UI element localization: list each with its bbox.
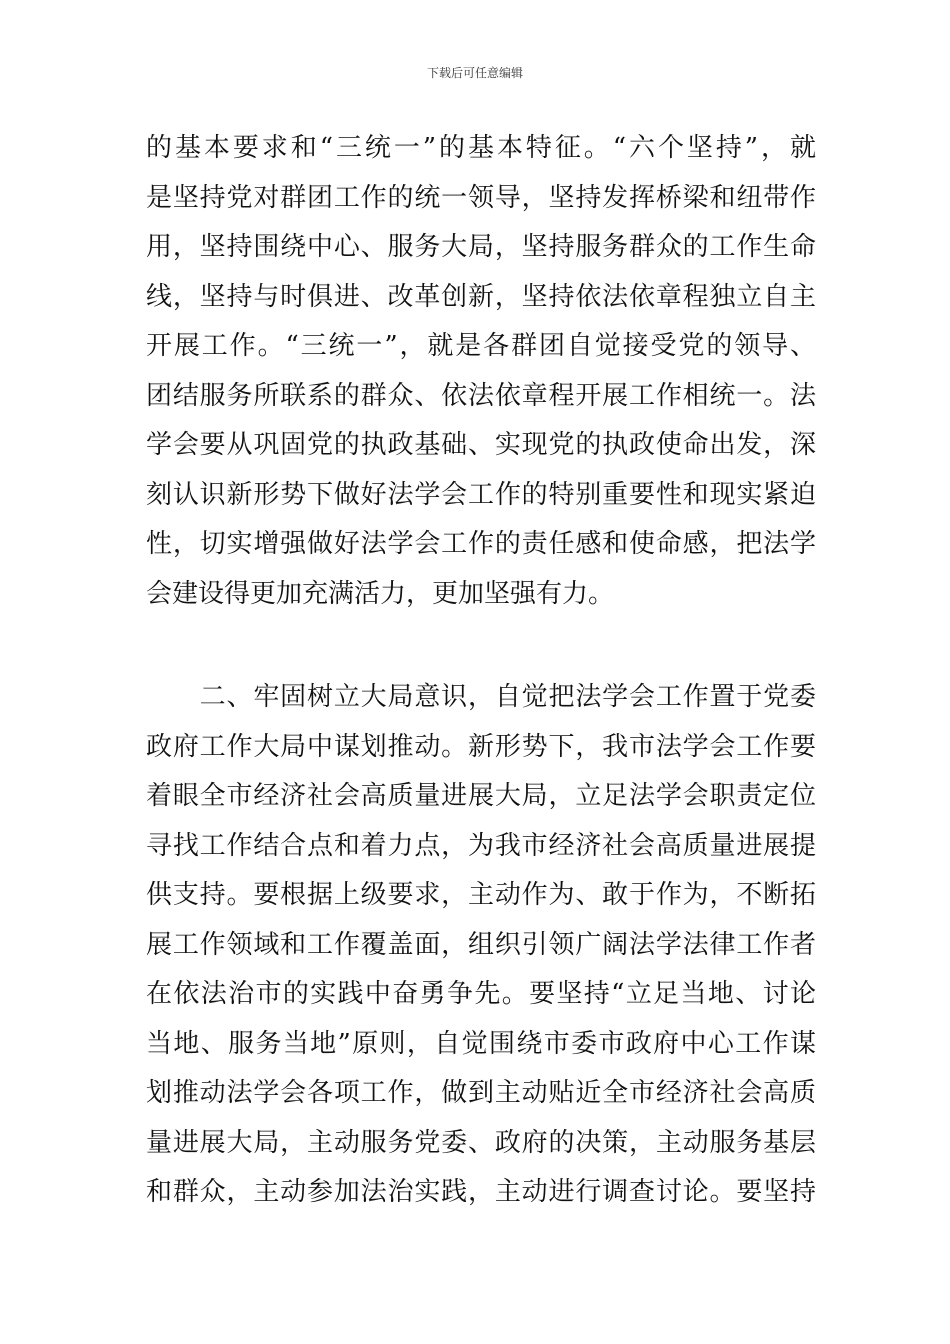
text-line: 当地、服务当地”原则，自觉围绕市委市政府中心工作谋 xyxy=(146,1028,816,1059)
text-line: 量进展大局，主动服务党委、政府的决策，主动服务基层 xyxy=(146,1127,816,1158)
text-line: 在依法治市的实践中奋勇争先。要坚持“立足当地、讨论 xyxy=(146,979,816,1009)
text-line: 用，坚持围绕中心、服务大局，坚持服务群众的工作生命 xyxy=(146,232,816,262)
text-line: 和群众，主动参加法治实践，主动进行调查讨论。要坚持 xyxy=(146,1177,816,1207)
text-line: 的基本要求和“三统一”的基本特征。“六个坚持”，就 xyxy=(146,133,816,163)
text-line: 二、牢固树立大局意识，自觉把法学会工作置于党委 xyxy=(146,682,816,712)
text-line: 供支持。要根据上级要求，主动作为、敢于作为，不断拓 xyxy=(146,880,816,910)
paragraph-2 xyxy=(146,673,816,1218)
text-line: 刻认识新形势下做好法学会工作的特别重要性和现实紧迫 xyxy=(146,479,816,510)
page-header: 下载后可任意编辑 xyxy=(426,66,523,80)
paragraph-1 xyxy=(146,124,816,619)
text-line: 开展工作。“三统一”，就是各群团自觉接受党的领导、 xyxy=(146,331,816,361)
text-line: 学会要从巩固党的执政基础、实现党的执政使命出发，深 xyxy=(146,430,816,460)
text-line: 划推动法学会各项工作，做到主动贴近全市经济社会高质 xyxy=(146,1078,816,1108)
text-line: 政府工作大局中谋划推动。新形势下，我市法学会工作要 xyxy=(146,731,816,762)
text-line: 寻找工作结合点和着力点，为我市经济社会高质量进展提 xyxy=(146,830,816,861)
text-line: 团结服务所联系的群众、依法依章程开展工作相统一。法 xyxy=(146,380,816,411)
text-line: 着眼全市经济社会高质量进展大局，立足法学会职责定位 xyxy=(146,781,816,811)
text-line: 性，切实增强做好法学会工作的责任感和使命感，把法学 xyxy=(146,529,816,559)
text-line: 是坚持党对群团工作的统一领导，坚持发挥桥梁和纽带作 xyxy=(146,182,816,213)
text-line: 线，坚持与时俱进、改革创新，坚持依法依章程独立自主 xyxy=(146,281,816,312)
text-line: 展工作领域和工作覆盖面，组织引领广阔法学法律工作者 xyxy=(146,929,816,960)
text-line: 会建设得更加充满活力，更加坚强有力。 xyxy=(146,578,615,609)
